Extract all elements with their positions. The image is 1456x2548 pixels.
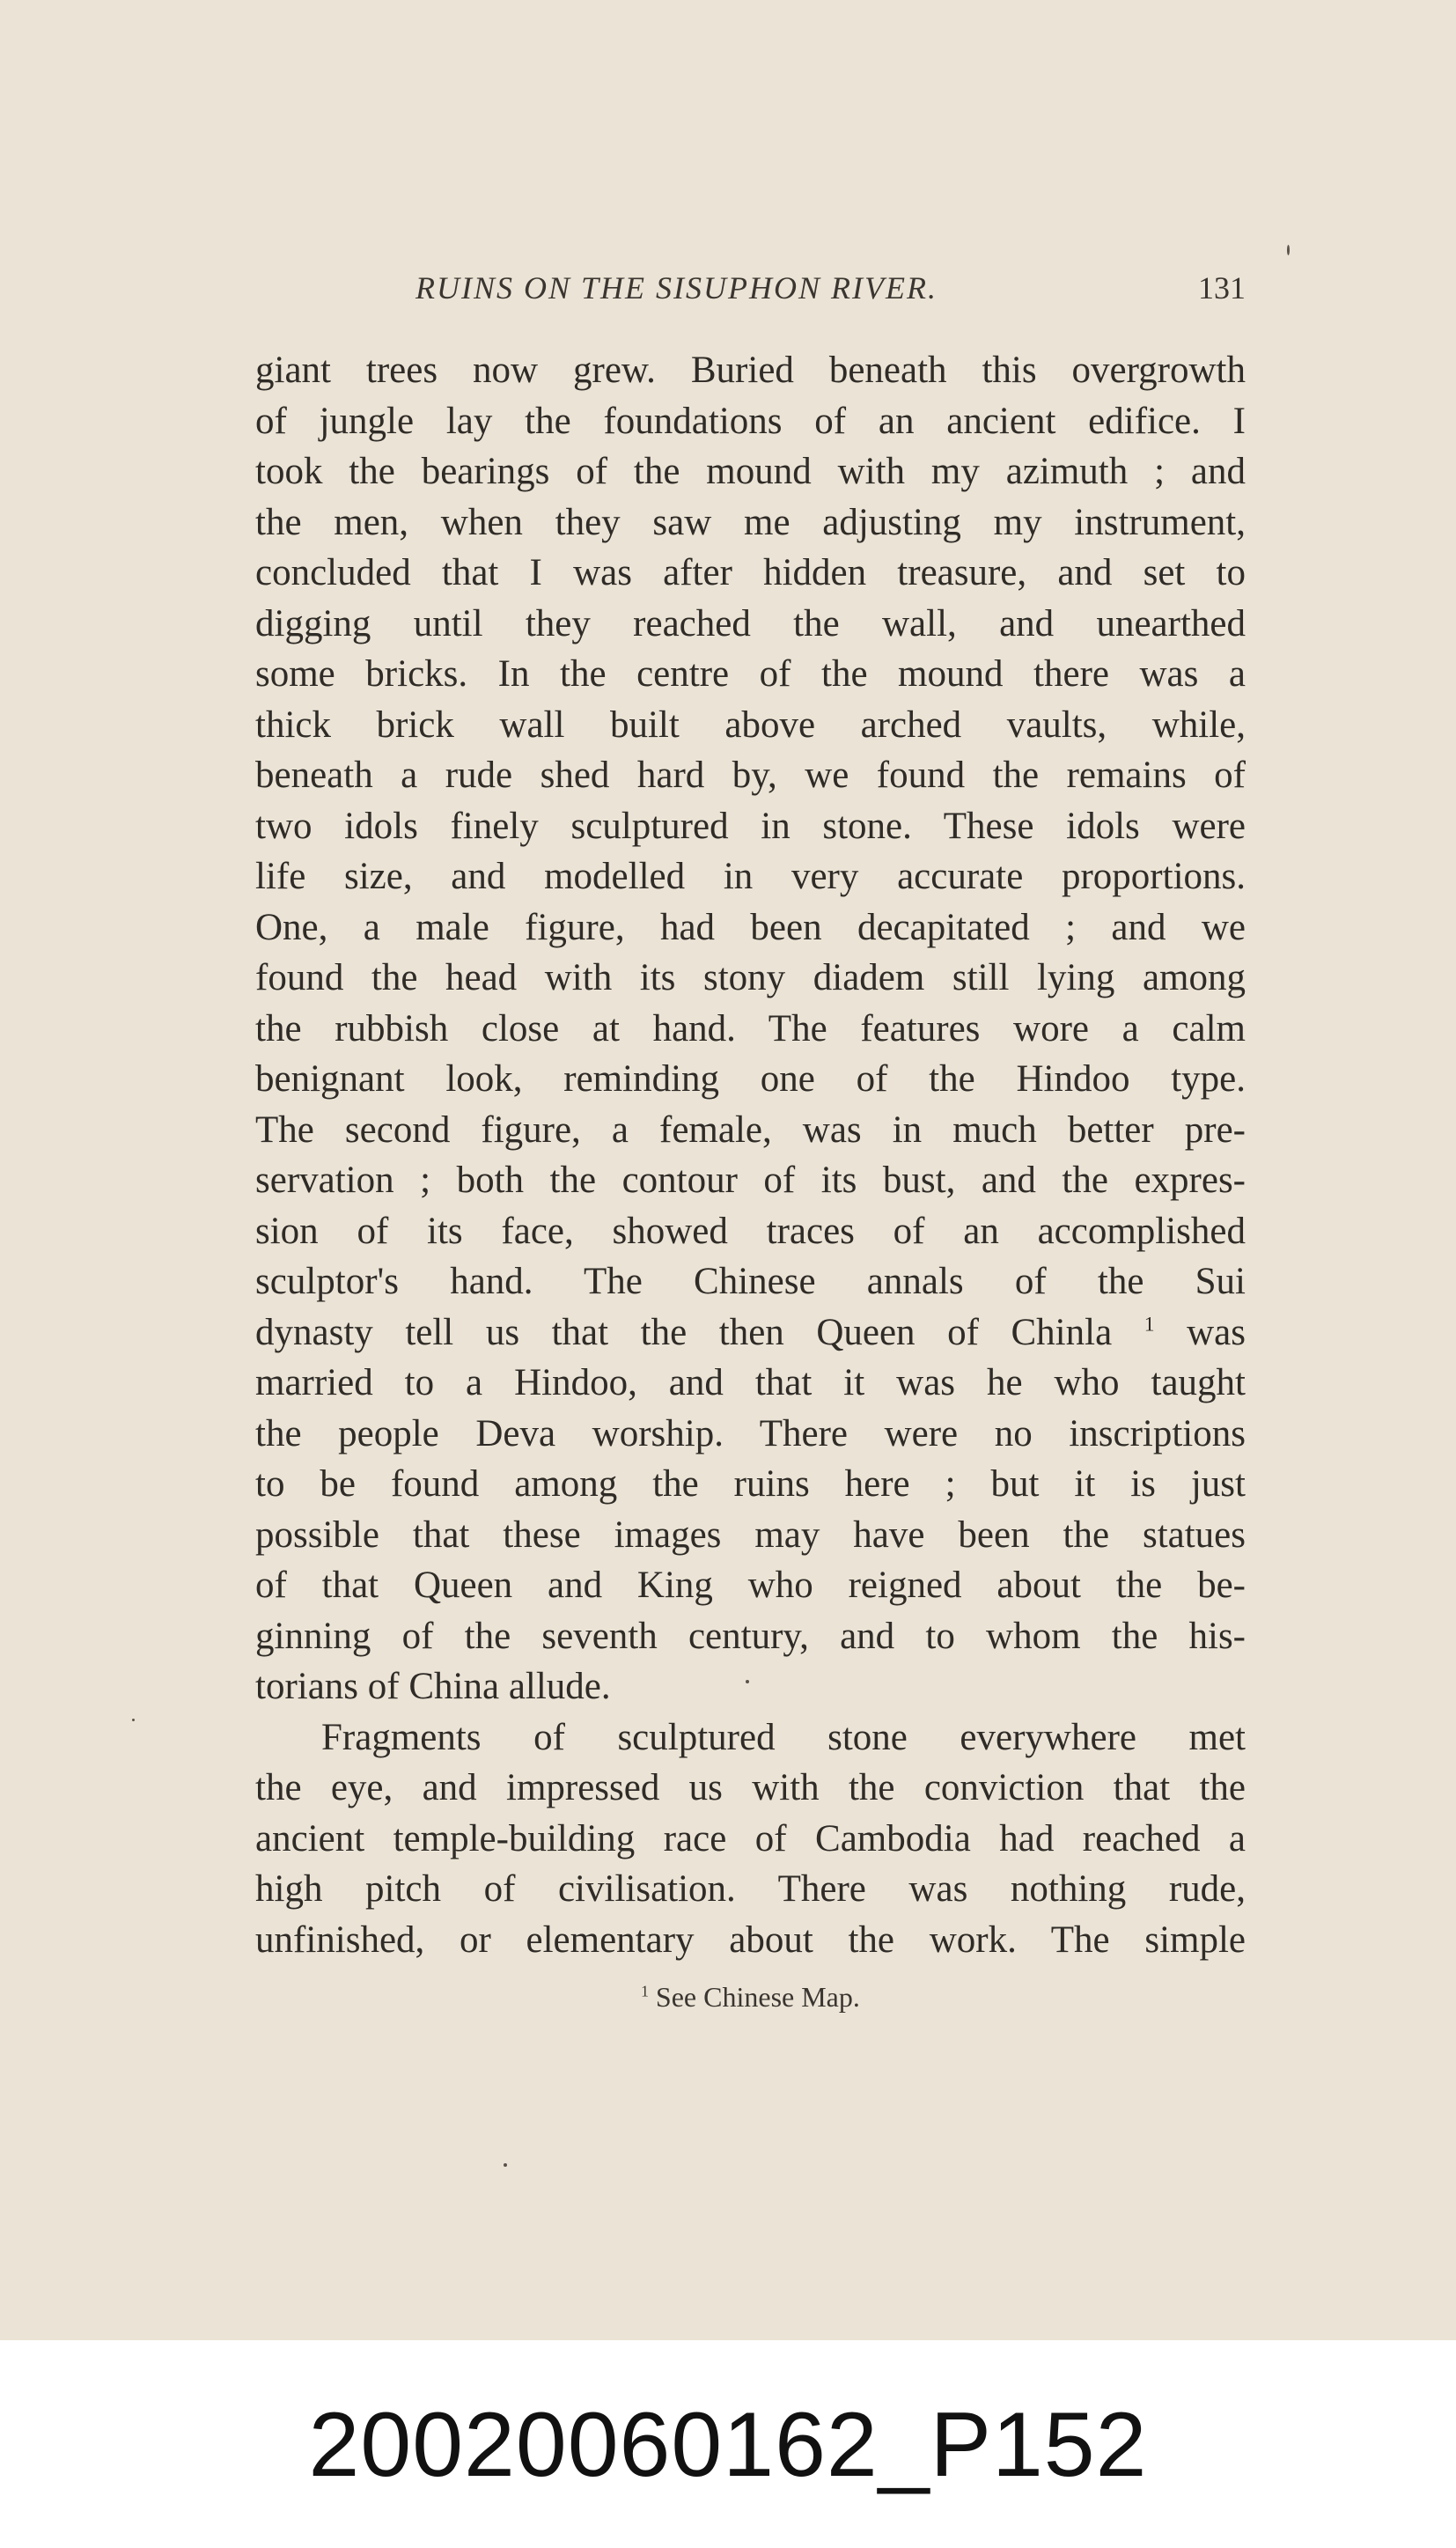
text-line: found the head with its stony diadem still lying among	[255, 957, 1246, 998]
image-identifier: 20020060162_P152	[308, 2394, 1148, 2496]
text-line: Fragments of sculptured stone everywhere met	[321, 1716, 1246, 1758]
body-text	[255, 345, 1246, 1965]
text-line: to be found among the ruins here ; but it is just	[255, 1463, 1246, 1505]
text-line-with-footnote	[255, 1307, 1246, 1359]
paper-speck	[1287, 245, 1290, 255]
text-line: of that Queen and King who reigned about the be-	[255, 1565, 1246, 1606]
text-line: unfinished, or elementary about the work. The simple	[255, 1918, 1246, 1961]
caption-band	[0, 2340, 1456, 2548]
text-line: life size, and modelled in very accurate proportions.	[255, 856, 1246, 897]
running-title: RUINS ON THE SISUPHON RIVER.	[415, 270, 938, 306]
text-line: giant trees now grew. Buried beneath this overgrowth	[255, 350, 1246, 391]
footnote-text: See Chinese Map.	[648, 1981, 860, 2013]
text-line: ancient temple-building race of Cambodia had reached a	[255, 1817, 1246, 1859]
text-line: torians of China allude.	[255, 1666, 611, 1707]
text-line: married to a Hindoo, and that it was he who taught	[255, 1362, 1246, 1403]
page-number: 131	[1198, 270, 1246, 306]
text-line: two idols finely sculptured in stone. These idols were	[255, 805, 1246, 847]
text-line: sion of its face, showed traces of an accomplished	[255, 1210, 1246, 1252]
text-line: possible that these images may have been the statues	[255, 1513, 1246, 1556]
text-line: thick brick wall built above arched vaults, while,	[255, 703, 1246, 746]
text-line: sculptor's hand. The Chinese annals of the Sui	[255, 1261, 1246, 1302]
text-line: One, a male figure, had been decapitated ; and we	[255, 906, 1246, 948]
text-line: some bricks. In the centre of the mound there was a	[255, 653, 1246, 695]
text-line: ginning of the seventh century, and to whom the his-	[255, 1615, 1246, 1657]
text-line: the rubbish close at hand. The features wore a calm	[255, 1007, 1246, 1049]
text-line: the people Deva worship. There were no inscriptions	[255, 1412, 1246, 1454]
paper-speck	[504, 2163, 507, 2167]
paper-speck	[132, 1719, 135, 1721]
text-line: of jungle lay the foundations of an ancient edifice. I	[255, 400, 1246, 442]
text-line: beneath a rude shed hard by, we found the remains of	[255, 755, 1246, 796]
footnote-reference: 1	[1143, 1313, 1155, 1337]
text-line: took the bearings of the mound with my azimuth ; and	[255, 451, 1246, 492]
text-line: benignant look, reminding one of the Hindoo type.	[255, 1058, 1246, 1100]
text-segment: was	[1154, 1311, 1246, 1353]
text-line: the eye, and impressed us with the conviction that the	[255, 1767, 1246, 1808]
text-segment: dynasty tell us that the then Queen of Chinla	[255, 1311, 1113, 1353]
text-line: The second figure, a female, was in much better pre-	[255, 1108, 1246, 1151]
text-line: high pitch of civilisation. There was nothing rude,	[255, 1868, 1246, 1910]
text-line: servation ; both the contour of its bust, and the expres-	[255, 1160, 1246, 1201]
text-line: digging until they reached the wall, and unearthed	[255, 602, 1246, 644]
footnote	[255, 1981, 1246, 2014]
text-line: the men, when they saw me adjusting my instrument,	[255, 501, 1246, 543]
paper-speck	[746, 1680, 749, 1683]
text-line: concluded that I was after hidden treasure, and set to	[255, 552, 1246, 593]
footnote-marker: 1	[641, 1982, 649, 2000]
running-head	[255, 269, 1246, 313]
